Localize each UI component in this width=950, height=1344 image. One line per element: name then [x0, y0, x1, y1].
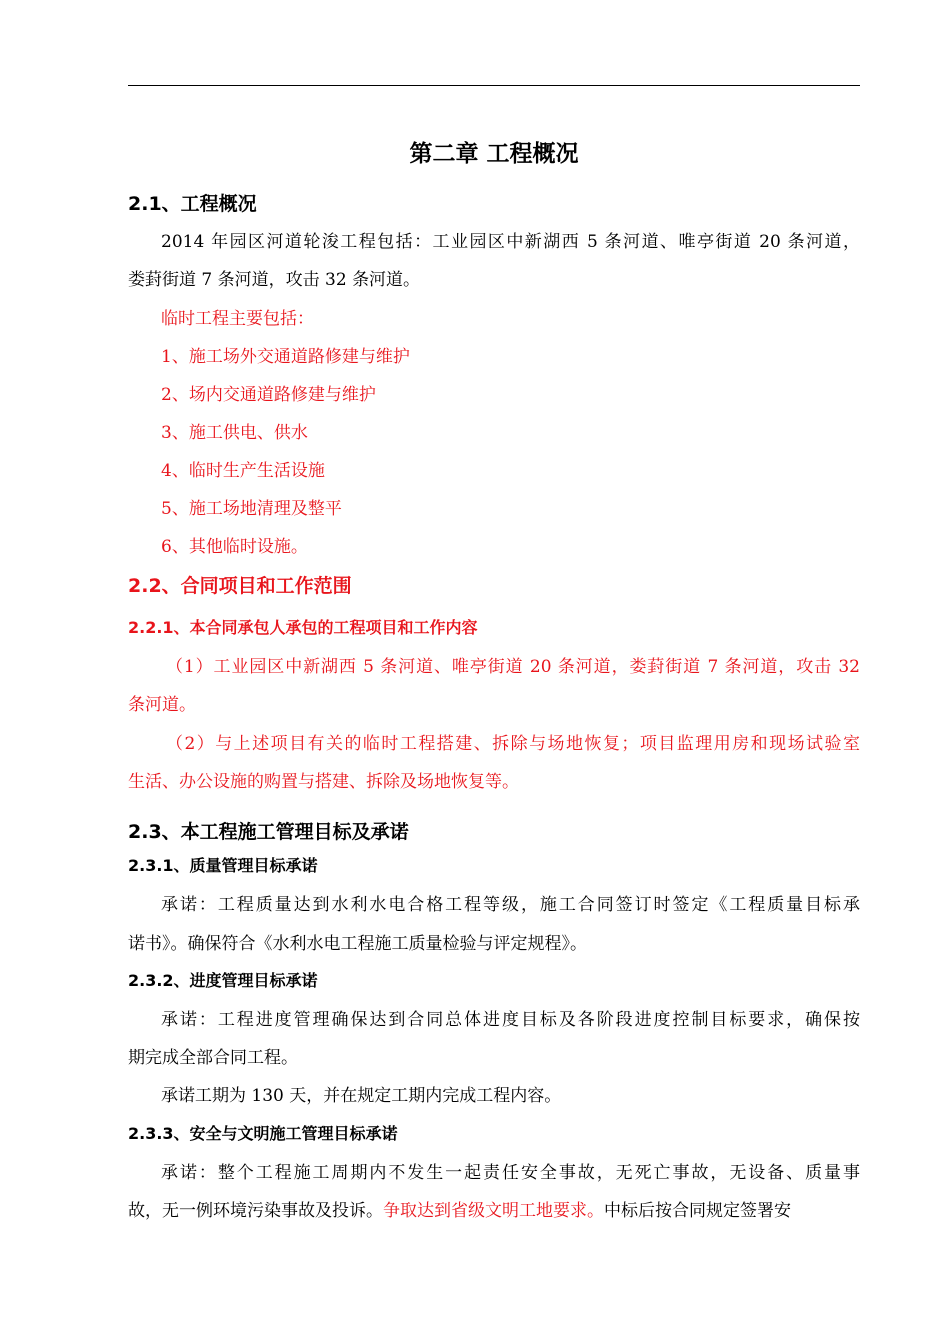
- section-2-2-heading: 2.2、合同项目和工作范围: [128, 575, 352, 597]
- section-2-3-1-heading: 2.3.1、质量管理目标承诺: [128, 856, 318, 875]
- schedule-commitment-line1: 承诺：工程进度管理确保达到合同总体进度目标及各阶段进度控制目标要求，确保按: [161, 1010, 860, 1030]
- s21-paragraph-line1: 2014 年园区河道轮浚工程包括：工业园区中新湖西 5 条河道、唯亭街道 20 条河道，: [161, 232, 860, 252]
- chapter-title: 第二章 工程概况: [409, 140, 579, 167]
- temp-works-item: 6、其他临时设施。: [161, 537, 308, 557]
- temp-works-item: 1、施工场外交通道路修建与维护: [161, 347, 410, 367]
- temp-works-item: 5、施工场地清理及整平: [161, 499, 342, 519]
- section-2-2-1-heading: 2.2.1、本合同承包人承包的工程项目和工作内容: [128, 618, 478, 637]
- temp-works-item: 4、临时生产生活设施: [161, 461, 325, 481]
- temp-works-intro: 临时工程主要包括：: [161, 309, 314, 329]
- section-2-3-3-heading: 2.3.3、安全与文明施工管理目标承诺: [128, 1124, 398, 1143]
- schedule-commitment-line2: 期完成全部合同工程。: [128, 1048, 298, 1068]
- quality-commitment-line2: 诺书》。确保符合《水利水电工程施工质量检验与评定规程》。: [128, 934, 587, 954]
- section-2-3-2-heading: 2.3.2、进度管理目标承诺: [128, 971, 318, 990]
- header-rule: [128, 85, 860, 86]
- contract-item2-line2: 生活、办公设施的购置与搭建、拆除及场地恢复等。: [128, 772, 519, 792]
- safety-text-highlight: 争取达到省级文明工地要求。: [383, 1201, 604, 1221]
- section-2-1-heading: 2.1、工程概况: [128, 193, 257, 215]
- safety-text-c: 中标后按合同规定签署安: [604, 1201, 791, 1221]
- quality-commitment-line1: 承诺：工程质量达到水利水电合格工程等级，施工合同签订时签定《工程质量目标承: [161, 895, 860, 915]
- safety-text-a: 故，无一例环境污染事故及投诉。: [128, 1201, 383, 1221]
- contract-item2-line1: （2）与上述项目有关的临时工程搭建、拆除与场地恢复；项目监理用房和现场试验室: [166, 734, 860, 754]
- temp-works-item: 3、施工供电、供水: [161, 423, 308, 443]
- contract-item1-line2: 条河道。: [128, 695, 196, 715]
- section-2-3-heading: 2.3、本工程施工管理目标及承诺: [128, 821, 409, 843]
- safety-commitment-line2: [128, 1196, 860, 1221]
- schedule-duration-line: 承诺工期为 130 天，并在规定工期内完成工程内容。: [161, 1086, 562, 1106]
- s21-paragraph-line2: 娄葑街道 7 条河道，攻击 32 条河道。: [128, 270, 421, 290]
- safety-commitment-line1: 承诺：整个工程施工周期内不发生一起责任安全事故，无死亡事故，无设备、质量事: [161, 1163, 860, 1183]
- temp-works-item: 2、场内交通道路修建与维护: [161, 385, 376, 405]
- contract-item1-line1: （1）工业园区中新湖西 5 条河道、唯亭街道 20 条河道，娄葑街道 7 条河道，攻击 32: [166, 657, 860, 677]
